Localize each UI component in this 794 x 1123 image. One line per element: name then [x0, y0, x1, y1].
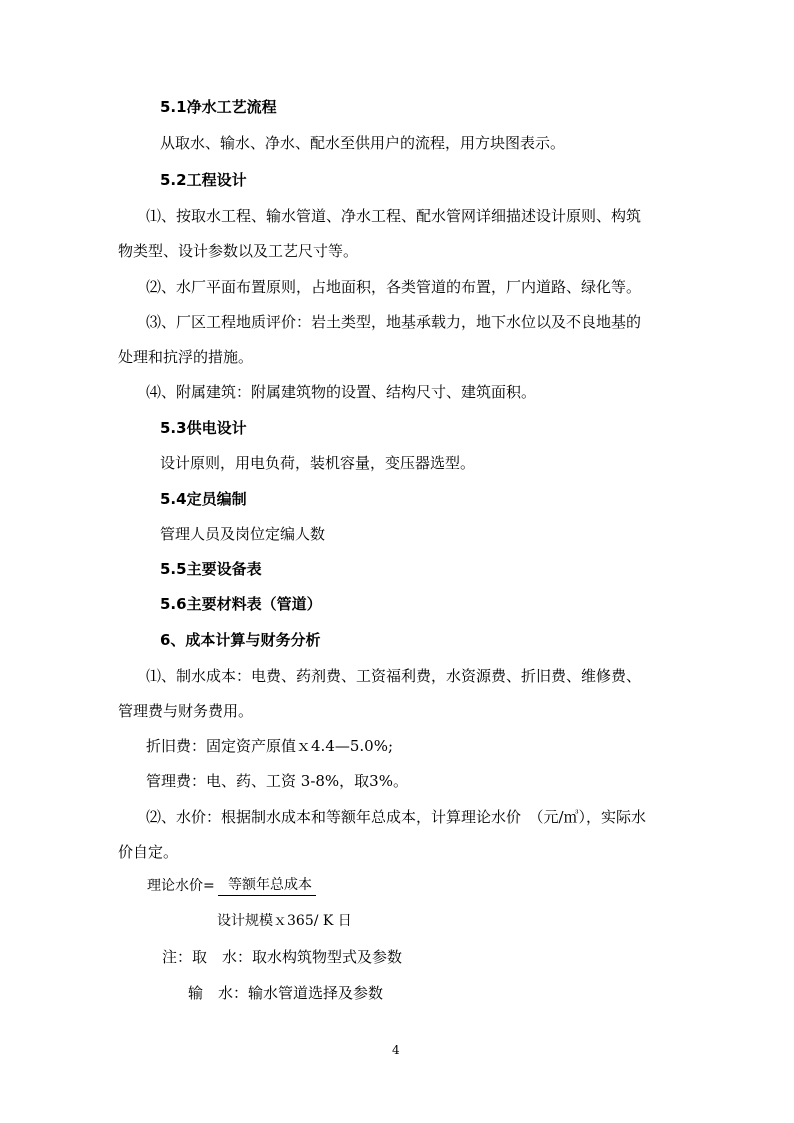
- section-5-1-body: 从取水、输水、净水、配水至供用户的流程，用方块图表示。: [160, 134, 566, 152]
- section-5-5-title: 5.5主要设备表: [160, 560, 262, 578]
- note-conveyance: 输 水：输水管道选择及参数: [188, 984, 384, 1002]
- formula-numerator: 等额年总成本: [218, 876, 316, 896]
- section-6-item-1-line-2: 管理费与财务费用。: [118, 702, 254, 720]
- formula-denominator: 设计规模ｘ365/ K 日: [217, 913, 352, 929]
- section-6-item-2-line-2: 价自定。: [118, 843, 179, 861]
- section-5-2-item-3-line-2: 处理和抗浮的措施。: [118, 348, 254, 366]
- section-5-2-item-3-line-1: ⑶、厂区工程地质评价：岩土类型，地基承载力，地下水位以及不良地基的: [146, 313, 642, 331]
- section-5-2-item-4: ⑷、附属建筑：附属建筑物的设置、结构尺寸、建筑面积。: [146, 383, 537, 401]
- depreciation-line: 折旧费：固定资产原值ｘ4.4—5.0%;: [146, 737, 394, 755]
- section-5-3-body: 设计原则，用电负荷，装机容量，变压器选型。: [160, 454, 476, 472]
- section-6-title: 6、成本计算与财务分析: [160, 631, 321, 649]
- section-5-6-title: 5.6主要材料表（管道）: [160, 595, 322, 613]
- section-5-4-body: 管理人员及岗位定编人数: [160, 525, 326, 543]
- section-5-2-item-1-line-2: 物类型、设计参数以及工艺尺寸等。: [118, 242, 359, 260]
- section-6-item-1-line-1: ⑴、制水成本：电费、药剂费、工资福利费，水资源费、折旧费、维修费、: [146, 667, 642, 685]
- section-5-2-item-1-line-1: ⑴、按取水工程、输水管道、净水工程、配水管网详细描述设计原则、构筑: [146, 207, 642, 225]
- section-5-2-item-2: ⑵、水厂平面布置原则，占地面积，各类管道的布置，厂内道路、绿化等。: [146, 278, 642, 296]
- page-number: 4: [392, 1043, 400, 1057]
- section-5-1-title: 5.1净水工艺流程: [160, 98, 277, 116]
- section-6-item-2-line-1: ⑵、水价：根据制水成本和等额年总成本，计算理论水价 （元/㎥），实际水: [146, 808, 647, 826]
- section-5-2-title: 5.2工程设计: [160, 171, 247, 189]
- management-fee-line: 管理费：电、药、工资 3-8%，取3%。: [146, 772, 408, 790]
- formula-lhs: 理论水价=: [147, 878, 215, 894]
- section-5-3-title: 5.3供电设计: [160, 419, 247, 437]
- note-intake: 注：取 水：取水构筑物型式及参数: [162, 948, 403, 966]
- section-5-4-title: 5.4定员编制: [160, 490, 247, 508]
